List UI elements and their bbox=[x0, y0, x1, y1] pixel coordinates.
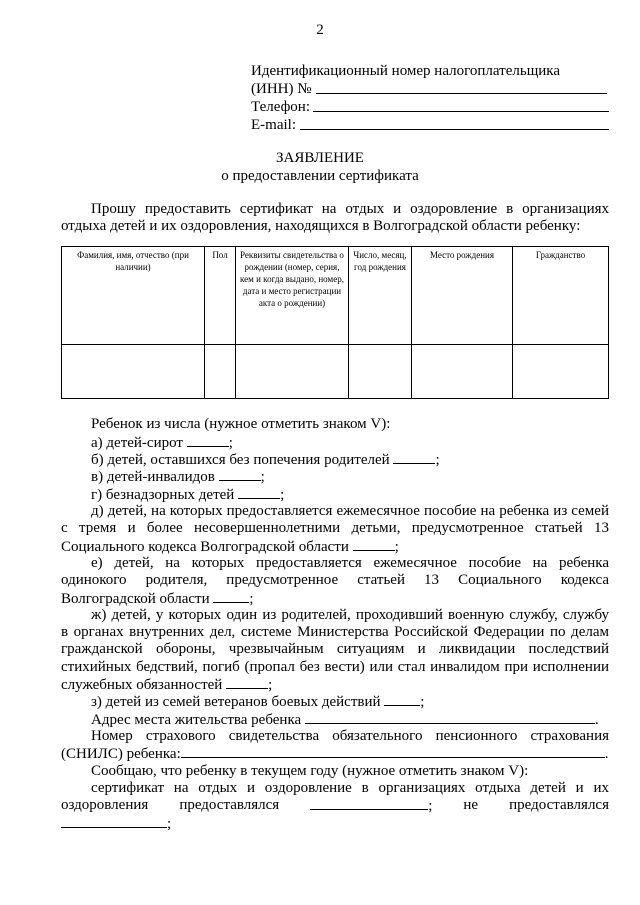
category-b: б) детей, оставшихся без попечения родителей ; bbox=[91, 452, 440, 468]
email-label: E-mail: bbox=[251, 117, 296, 133]
category-zh-line1: ж) детей, у которых один из родителей, проходивший военную службу, службу bbox=[91, 607, 609, 623]
table-input-cell[interactable] bbox=[62, 345, 205, 399]
phone-field[interactable] bbox=[313, 111, 609, 112]
category-intro: Ребенок из числа (нужное отметить знаком V): bbox=[91, 416, 391, 432]
inform-line1: сертификат на отдых и оздоровление в организациях отдыха детей и их bbox=[91, 780, 609, 796]
category-zh-line3: гражданской обороны, чрезвычайным ситуациям и ликвидации последствий bbox=[61, 641, 609, 657]
email-field[interactable] bbox=[300, 129, 609, 130]
table-header-cell: Гражданство bbox=[513, 247, 609, 345]
provided-mark[interactable] bbox=[310, 797, 428, 810]
category-e-mark[interactable] bbox=[213, 590, 249, 603]
document-subtitle: о предоставлении сертификата bbox=[221, 168, 419, 184]
snils-row: (СНИЛС) ребенка: . bbox=[61, 746, 609, 762]
snils-field[interactable] bbox=[181, 745, 605, 758]
not-provided-mark[interactable] bbox=[61, 815, 167, 828]
table-header-row bbox=[62, 247, 609, 345]
category-a: а) детей-сирот ; bbox=[91, 435, 233, 451]
phone-label: Телефон: bbox=[251, 99, 310, 115]
category-g: г) безнадзорных детей ; bbox=[91, 487, 285, 503]
child-info-table bbox=[61, 246, 609, 399]
category-d-line1: д) детей, на которых предоставляется ежемесячное пособие на ребенка из семей bbox=[91, 503, 609, 519]
snils-line1: Номер страхового свидетельства обязательного пенсионного страхования bbox=[91, 728, 609, 744]
table-header-cell: Реквизиты свидетельства о рождении (номер, серия, кем и когда выдано, номер, дата и место регистрации акта о рождении) bbox=[236, 247, 349, 345]
address-label: Адрес места жительства ребенка bbox=[91, 712, 302, 728]
table-header-cell: Фамилия, имя, отчество (при наличии) bbox=[62, 247, 205, 345]
inn-label-line2: (ИНН) № bbox=[251, 81, 312, 97]
table-input-cell[interactable] bbox=[412, 345, 513, 399]
category-zh-line2: в органах внутренних дел, системе Министерства Российской Федерации по делам bbox=[61, 624, 609, 640]
table-header-cell: Число, месяц, год рождения bbox=[349, 247, 412, 345]
table-input-cell[interactable] bbox=[205, 345, 236, 399]
table-input-cell[interactable] bbox=[349, 345, 412, 399]
request-paragraph: Прошу предоставить сертификат на отдых и оздоровление в организациях отдыха детей и их оздоровления, находящихся в Волгоградской области ребенку: bbox=[61, 201, 609, 234]
table-input-cell[interactable] bbox=[513, 345, 609, 399]
inn-field[interactable] bbox=[316, 93, 607, 94]
table-input-cell[interactable] bbox=[236, 345, 349, 399]
category-e-line1: е) детей, на которых предоставляется ежемесячное пособие на ребенка bbox=[91, 555, 609, 571]
table-row bbox=[62, 345, 609, 399]
address-row: Адрес места жительства ребенка . bbox=[91, 712, 599, 728]
category-d-line3: Социального кодекса Волгоградской области ; bbox=[61, 539, 399, 555]
inn-label-line1: Идентификационный номер налогоплательщика bbox=[251, 63, 561, 79]
category-zh-mark[interactable] bbox=[226, 676, 268, 689]
document-title: ЗАЯВЛЕНИЕ bbox=[276, 150, 364, 166]
category-d-mark[interactable] bbox=[353, 538, 395, 551]
category-v-mark[interactable] bbox=[219, 468, 261, 481]
page-number: 2 bbox=[316, 22, 324, 38]
category-e-line2: одинокого родителя, предусмотренное статьей 13 Социального кодекса bbox=[61, 572, 609, 588]
category-z: з) детей из семей ветеранов боевых действий ; bbox=[91, 694, 425, 710]
category-zh-line5: служебных обязанностей ; bbox=[61, 677, 273, 693]
category-v: в) детей-инвалидов ; bbox=[91, 469, 265, 485]
inform-intro: Сообщаю, что ребенку в текущем году (нужное отметить знаком V): bbox=[91, 763, 529, 779]
table-header-cell: Пол bbox=[205, 247, 236, 345]
table-header-cell: Место рождения bbox=[412, 247, 513, 345]
category-e-line3: Волгоградской области ; bbox=[61, 591, 254, 607]
inform-line3: ; bbox=[61, 815, 171, 833]
category-g-mark[interactable] bbox=[238, 486, 280, 499]
address-field[interactable] bbox=[305, 711, 595, 724]
category-d-line2: с тремя и более несовершеннолетними детьми, предусмотренное статьей 13 bbox=[61, 520, 609, 536]
category-b-mark[interactable] bbox=[393, 451, 435, 464]
category-z-mark[interactable] bbox=[384, 693, 420, 706]
snils-label: (СНИЛС) ребенка: bbox=[61, 746, 181, 762]
category-zh-line4: стихийных бедствий, погиб (пропал без вести) или стал инвалидом при исполнении bbox=[61, 659, 609, 675]
inform-line2: оздоровления предоставлялся ; не предоставлялся bbox=[61, 797, 609, 814]
category-a-mark[interactable] bbox=[187, 434, 229, 447]
